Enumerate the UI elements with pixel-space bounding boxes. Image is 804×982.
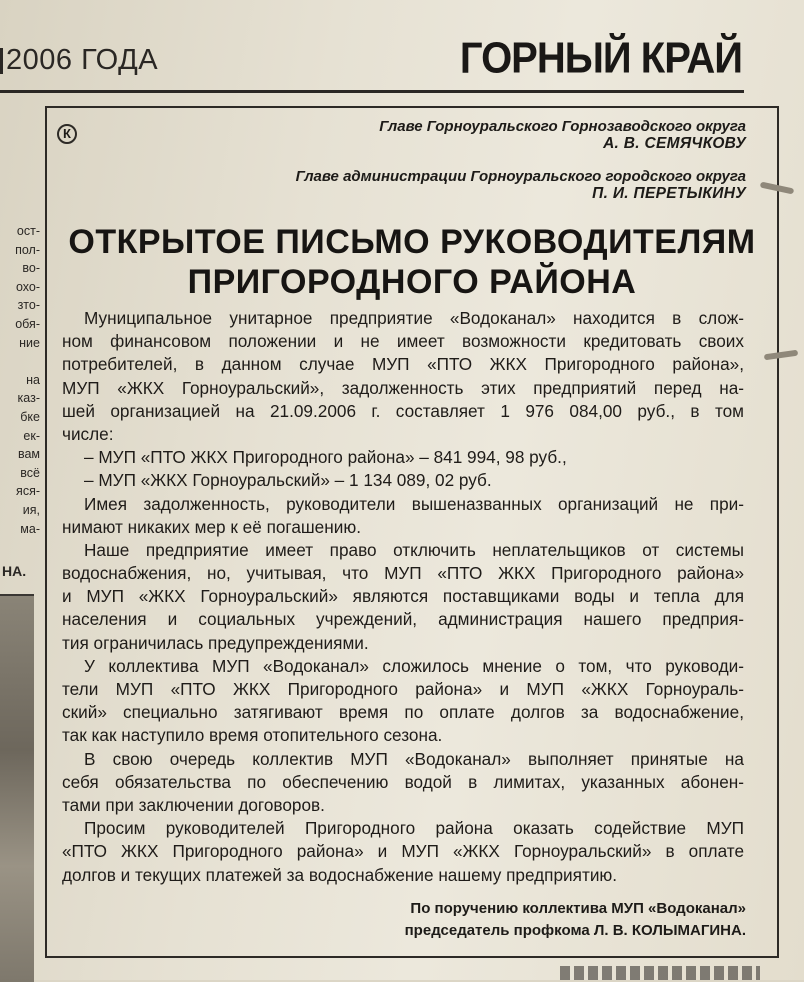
left-fragment: охо- bbox=[15, 279, 40, 294]
left-fragment: ек- bbox=[23, 428, 40, 443]
body-line: себя обязательства по обеспечению водой в лимитах, указанных абонен- bbox=[62, 771, 744, 792]
letter-headline bbox=[50, 222, 774, 302]
body-line: – МУП «ЖКХ Горноуральский» – 1 134 089, 02 руб. bbox=[84, 470, 492, 491]
body-line: долгов и текущих платежей за водоснабжение нашему предприятию. bbox=[62, 864, 618, 885]
left-fragment: ост- bbox=[16, 224, 40, 238]
body-line: Просим руководителей Пригородного района оказать содействие МУП bbox=[84, 818, 744, 839]
letter-body bbox=[62, 307, 744, 887]
body-line: тели МУП «ПТО ЖКХ Пригородного района» и МУП «ЖКХ Горноураль- bbox=[62, 679, 744, 699]
addressee-role: Главе Горноуральского Горнозаводского округа bbox=[379, 118, 746, 135]
headline-line: ПРИГОРОДНОГО РАЙОНА bbox=[187, 263, 637, 301]
addressee-name: А. В. СЕМЯЧКОВУ bbox=[603, 135, 746, 152]
body-line: нимают никаких мер к её погашению. bbox=[62, 516, 361, 537]
addressee-role: Главе администрации Горноуральского городского округа bbox=[295, 168, 746, 185]
body-line: Имея задолженность, руководители вышеназванных организаций не при- bbox=[84, 493, 744, 514]
body-line: ном финансовом положении и не имеет возможности кредитовать своих bbox=[62, 331, 744, 352]
body-line: В свою очередь коллектив МУП «Водоканал» выполняет принятые на bbox=[84, 748, 744, 769]
left-fragment bbox=[0, 352, 40, 371]
body-line: Муниципальное унитарное предприятие «Водоканал» находится в слож- bbox=[84, 308, 744, 328]
body-line: тами при заключении договоров. bbox=[62, 794, 325, 815]
body-line: ский» специально затягивают время по оплате долгов за водоснабжение, bbox=[62, 702, 744, 723]
body-line: «ПТО ЖКХ Пригородного района» и МУП «ЖКХ Горноуральский» в оплате bbox=[62, 841, 744, 862]
left-fragment: зто- bbox=[17, 298, 40, 313]
left-signature-fragment: НА. bbox=[2, 563, 27, 579]
body-line: и МУП «ЖКХ Горноуральский» являются поставщиками воды и тепла для bbox=[62, 586, 744, 607]
left-fragment: всё bbox=[20, 465, 40, 480]
addressee-1 bbox=[379, 118, 746, 153]
page-header bbox=[0, 28, 744, 93]
left-fragment: на bbox=[26, 372, 40, 387]
next-article-heading-fragment bbox=[560, 966, 760, 980]
body-line: населения и социальных учреждений, администрация нашего предприя- bbox=[62, 609, 744, 630]
signature-line: По поручению коллектива МУП «Водоканал» bbox=[410, 900, 746, 917]
signature-line: председатель профкома Л. В. КОЛЫМАГИНА. bbox=[404, 922, 746, 939]
body-line: потребителей, в данном случае МУП «ПТО ЖКХ Пригородного района», bbox=[62, 354, 744, 375]
left-fragment: ия, bbox=[22, 502, 40, 517]
left-fragment: обя- bbox=[15, 316, 40, 331]
left-column-fragments bbox=[0, 222, 40, 538]
left-fragment: яся- bbox=[16, 484, 40, 499]
left-fragment: во- bbox=[22, 261, 40, 276]
body-line: так как наступило время отопительного сезона. bbox=[62, 725, 443, 746]
left-fragment: каз- bbox=[17, 391, 40, 406]
left-fragment: ние bbox=[19, 335, 40, 350]
left-fragment: ма- bbox=[20, 521, 40, 536]
left-photo bbox=[0, 594, 34, 982]
left-fragment: пол- bbox=[15, 242, 40, 257]
body-line: – МУП «ПТО ЖКХ Пригородного района» – 841 994, 98 руб., bbox=[84, 447, 567, 468]
header-year: 2006 ГОДА bbox=[6, 44, 159, 76]
body-line: водоснабжения, но, учитывая, что МУП «ПТО ЖКХ Пригородного района» bbox=[62, 563, 744, 584]
body-line: МУП «ЖКХ Горноуральский», задолженность этих предприятий перед на- bbox=[62, 377, 744, 398]
body-line: числе: bbox=[62, 423, 114, 444]
addressee-2 bbox=[296, 168, 746, 203]
copyright-icon: К bbox=[57, 124, 77, 144]
headline-line: ОТКРЫТОЕ ПИСЬМО РУКОВОДИТЕЛЯМ bbox=[68, 223, 756, 261]
body-line: шей организацией на 21.09.2006 г. составляет 1 976 084,00 руб., в том bbox=[62, 400, 744, 421]
letter-signature bbox=[405, 898, 746, 942]
body-line: У коллектива МУП «Водоканал» сложилось мнение о том, что руководи- bbox=[84, 655, 744, 676]
body-line: Наше предприятие имеет право отключить неплательщиков от системы bbox=[84, 539, 744, 560]
addressee-name: П. И. ПЕРЕТЫКИНУ bbox=[592, 185, 746, 202]
body-line: тия ограничилась предупреждениями. bbox=[62, 632, 369, 653]
left-fragment: вам bbox=[17, 447, 40, 462]
newspaper-title: ГОРНЫЙ КРАЙ bbox=[459, 34, 742, 83]
left-fragment: бке bbox=[20, 409, 40, 424]
